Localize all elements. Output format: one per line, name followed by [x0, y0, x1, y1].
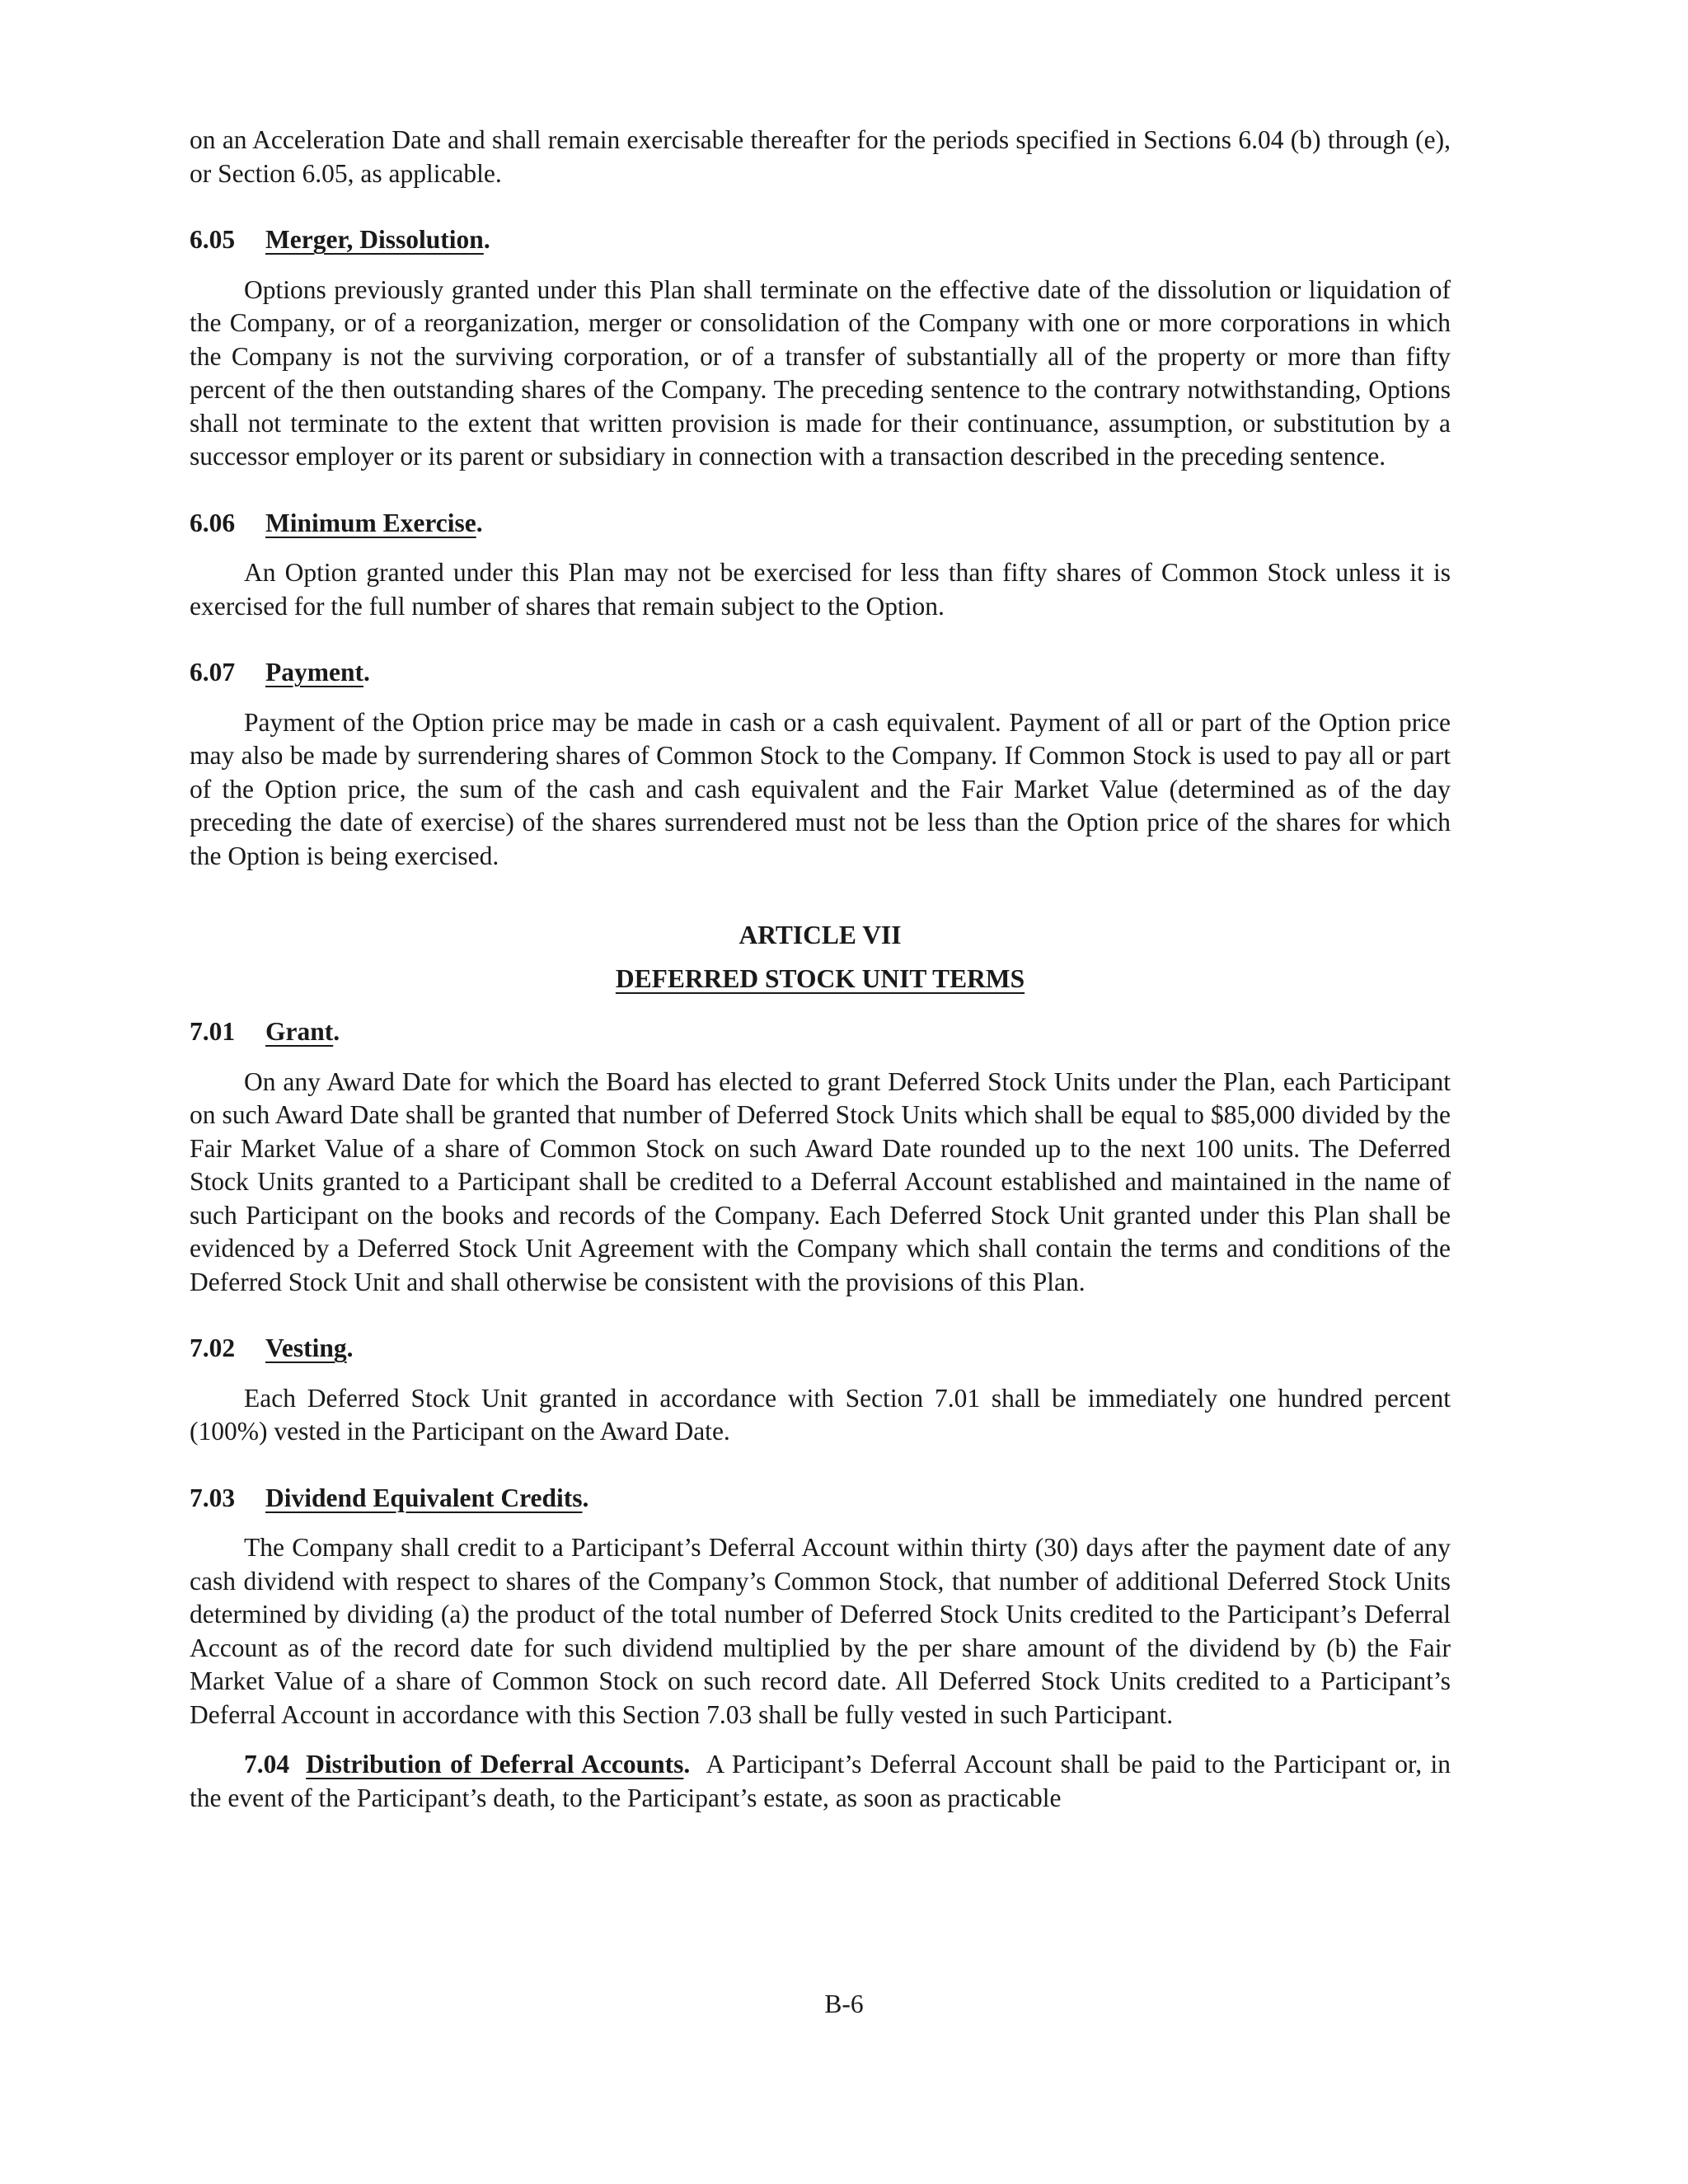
section-body-7-04: A Participant’s Deferral Account shall be paid to the Participant or, in the event of the Participant’s death, to the Participant’s estate, as soon as practicable — [190, 1750, 1451, 1812]
section-body-6-06: An Option granted under this Plan may not be exercised for less than fifty shares of Common Stock unless it is exercised for the full number of shares that remain subject to the Option. — [190, 558, 1451, 621]
section-title: Grant — [265, 1017, 334, 1046]
section-body-6-07: Payment of the Option price may be made in cash or a cash equivalent. Payment of all or part of the Option price may also be made by surrendering shares of Common Stock to the Company. If Common Stock is used to pay all or part of the Option price, the sum of the cash and cash equivalent and the Fair Market Value (determined as of the day preceding the date of exercise) of the shares surrendered must not be less than the Option price of the shares for which the Option is being exercised. — [190, 707, 1451, 870]
section-title: Payment — [265, 658, 363, 687]
section-heading-7-04: 7.04 Distribution of Deferral Accounts. — [244, 1750, 691, 1779]
article-number: ARTICLE VII — [738, 921, 902, 949]
section-heading-7-02: 7.02 Vesting. — [190, 1332, 1451, 1366]
document-page — [190, 124, 1451, 1815]
section-number: 7.02 — [190, 1333, 236, 1362]
section-title: Minimum Exercise — [265, 508, 476, 537]
section-body-7-03: The Company shall credit to a Participant’s Deferral Account within thirty (30) days after the payment date of any cash dividend with respect to shares of the Company’s Common Stock, that number of additional Deferred Stock Units determined by dividing (a) the product of the total number of Deferred Stock Units credited to the Participant’s Deferral Account as of the record date for such dividend multiplied by the per share amount of the dividend by (b) the Fair Market Value of a share of Common Stock on such record date. All Deferred Stock Units credited to a Participant’s Deferral Account in accordance with this Section 7.03 shall be fully vested in such Participant. — [190, 1533, 1451, 1729]
section-heading-6-06: 6.06 Minimum Exercise. — [190, 507, 1451, 541]
article-title-text: DEFERRED STOCK UNIT TERMS — [615, 963, 1025, 993]
page-number: B-6 — [824, 1990, 864, 2018]
section-number: 6.05 — [190, 225, 236, 254]
section-body-7-01: On any Award Date for which the Board has elected to grant Deferred Stock Units under the Plan, each Participant on such Award Date shall be granted that number of Deferred Stock Units which shall be equal to $85,000 divided by the Fair Market Value of a share of Common Stock on such Award Date rounded up to the next 100 units. The Deferred Stock Units granted to a Participant shall be credited to a Deferral Account established and maintained in the name of such Participant on the books and records of the Company. Each Deferred Stock Unit granted under this Plan shall be evidenced by a Deferred Stock Unit Agreement with the Company which shall contain the terms and conditions of the Deferred Stock Unit and shall otherwise be consistent with the provisions of this Plan. — [190, 1066, 1451, 1296]
section-heading-6-07: 6.07 Payment. — [190, 656, 1451, 690]
section-title: Dividend Equivalent Credits — [265, 1483, 583, 1512]
article-title — [190, 963, 1451, 996]
section-number: 7.03 — [190, 1483, 236, 1512]
section-number: 6.06 — [190, 508, 236, 537]
section-number: 7.01 — [190, 1017, 236, 1046]
intro-paragraph: on an Acceleration Date and shall remain exercisable thereafter for the periods specified in Sections 6.04 (b) through (e), or Section 6.05, as applicable. — [190, 125, 1451, 188]
section-title: Merger, Dissolution — [265, 225, 484, 254]
section-number: 6.07 — [190, 658, 236, 687]
section-7-04 — [190, 1748, 1451, 1815]
section-heading-7-03: 7.03 Dividend Equivalent Credits. — [190, 1482, 1451, 1516]
section-heading-6-05: 6.05 Merger, Dissolution. — [190, 223, 1451, 257]
section-body-7-02: Each Deferred Stock Unit granted in accordance with Section 7.01 shall be immediately one hundred percent (100%) vested in the Participant on the Award Date. — [190, 1383, 1451, 1446]
section-number: 7.04 — [244, 1750, 290, 1779]
section-title: Distribution of Deferral Accounts — [306, 1750, 684, 1779]
section-heading-7-01: 7.01 Grant. — [190, 1015, 1451, 1049]
section-title: Vesting — [265, 1333, 347, 1362]
section-body-6-05: Options previously granted under this Plan shall terminate on the effective date of the dissolution or liquidation of the Company, or of a reorganization, merger or consolidation of the Company with one or more corporations in which the Company is not the surviving corporation, or of a transfer of substantially all of the property or more than fifty percent of the then outstanding shares of the Company. The preceding sentence to the contrary notwithstanding, Options shall not terminate to the extent that written provision is made for their continuance, assumption, or substitution by a successor employer or its parent or subsidiary in connection with a transaction described in the preceding sentence. — [190, 274, 1451, 471]
